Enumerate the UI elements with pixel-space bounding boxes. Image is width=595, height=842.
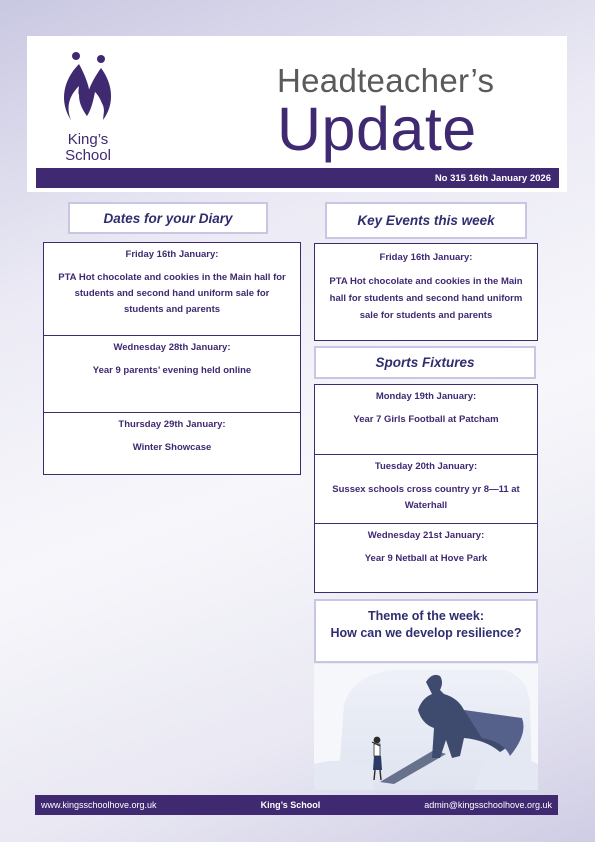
key-events-heading bbox=[325, 202, 527, 239]
issue-bar bbox=[36, 168, 559, 188]
sports-item-text: Year 7 Girls Football at Patcham bbox=[353, 414, 499, 425]
superhero-shadow-illustration-icon bbox=[314, 664, 538, 790]
diary-item-date: Wednesday 28th January: bbox=[113, 342, 231, 353]
diary-box bbox=[43, 242, 301, 475]
diary-heading bbox=[68, 202, 268, 234]
sports-item bbox=[315, 524, 537, 593]
key-event-text: PTA Hot chocolate and cookies in the Main hall for students and second hand uniform sale for students and parents bbox=[329, 276, 523, 321]
logo-line-1: King’s bbox=[67, 131, 109, 148]
sports-heading-text: Sports Fixtures bbox=[375, 355, 475, 370]
key-event-item bbox=[315, 244, 537, 342]
sports-item-date: Wednesday 21st January: bbox=[367, 530, 485, 541]
diary-heading-text: Dates for your Diary bbox=[103, 210, 233, 226]
diary-item bbox=[44, 243, 300, 335]
footer-website-link[interactable]: www.kingsschoolhove.org.uk bbox=[41, 800, 157, 810]
sports-item-text: Sussex schools cross country yr 8—11 at Waterhall bbox=[332, 484, 520, 511]
theme-line-1: Theme of the week: bbox=[368, 609, 484, 623]
footer-email-link[interactable]: admin@kingsschoolhove.org.uk bbox=[424, 800, 552, 810]
diary-item bbox=[44, 336, 300, 412]
sports-item-date: Monday 19th January: bbox=[375, 391, 477, 402]
sports-item bbox=[315, 385, 537, 454]
theme-of-the-week bbox=[314, 599, 538, 663]
diary-item-date: Friday 16th January: bbox=[125, 249, 219, 260]
diary-item bbox=[44, 413, 300, 475]
diary-item-text: PTA Hot chocolate and cookies in the Main hall for students and second hand uniform sale for students and parents bbox=[58, 272, 286, 315]
resilience-illustration bbox=[314, 664, 538, 790]
issue-number-date: No 315 16th January 2026 bbox=[434, 172, 551, 184]
title-update: Update bbox=[277, 95, 477, 163]
sports-item-date: Tuesday 20th January: bbox=[374, 461, 478, 472]
masthead bbox=[27, 36, 567, 192]
key-event-date: Friday 16th January: bbox=[379, 252, 473, 263]
diary-item-text: Year 9 parents’ evening held online bbox=[92, 365, 252, 376]
diary-item-date: Thursday 29th January: bbox=[118, 419, 226, 430]
school-logo-text bbox=[53, 132, 123, 164]
sports-box bbox=[314, 384, 538, 593]
logo-line-2: School bbox=[65, 147, 111, 164]
sports-heading bbox=[314, 346, 536, 379]
title-headteachers: Headteacher’s bbox=[277, 62, 495, 99]
key-events-box bbox=[314, 243, 538, 341]
sports-item bbox=[315, 455, 537, 523]
sports-item-text: Year 9 Netball at Hove Park bbox=[364, 553, 488, 564]
key-events-heading-text: Key Events this week bbox=[357, 213, 495, 228]
footer-school-name: King’s School bbox=[260, 800, 321, 810]
diary-item-text: Winter Showcase bbox=[132, 442, 212, 453]
kings-school-flame-logo-icon bbox=[57, 50, 117, 124]
footer-bar bbox=[35, 795, 558, 815]
theme-line-2: How can we develop resilience? bbox=[330, 626, 522, 640]
